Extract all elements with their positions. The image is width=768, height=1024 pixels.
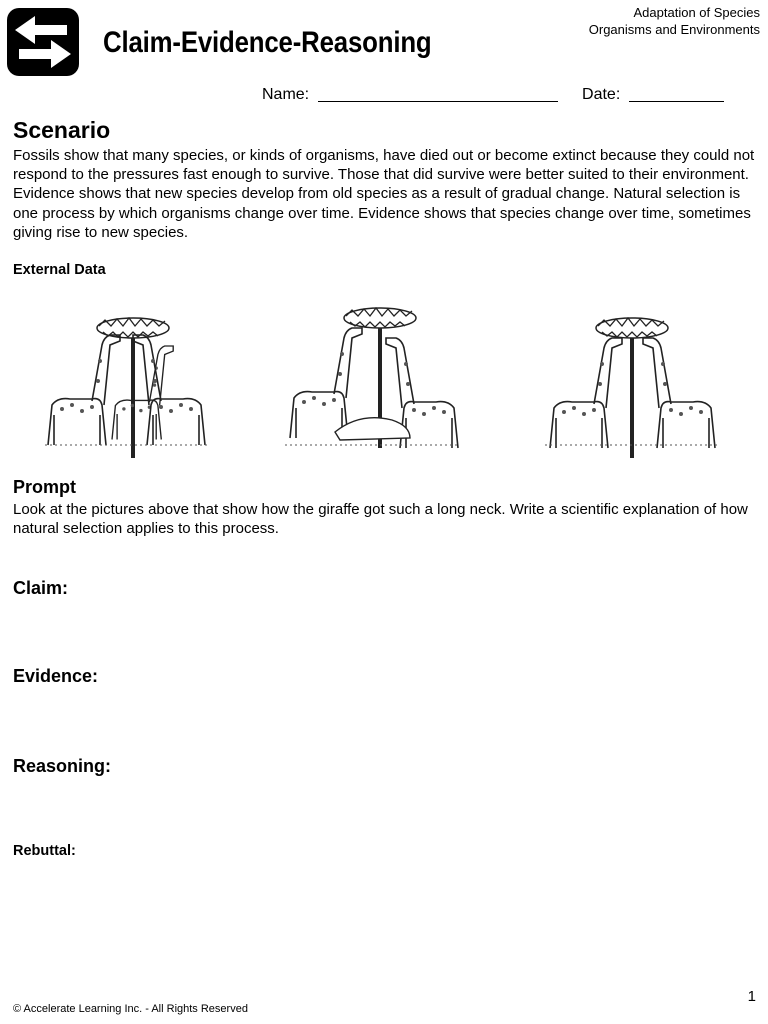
topic-label	[589, 4, 760, 38]
reasoning-label: Reasoning:	[13, 756, 112, 776]
topic-line-2: Organisms and Environments	[588, 22, 760, 37]
prompt-heading: Prompt	[13, 477, 76, 497]
rebuttal-label: Rebuttal:	[13, 843, 76, 859]
swap-arrows-icon	[7, 8, 79, 76]
scenario-heading: Scenario	[13, 117, 111, 143]
page-title: Claim-Evidence-Reasoning	[103, 26, 432, 59]
name-field[interactable]	[318, 87, 558, 102]
copyright-text: © Accelerate Learning Inc. - All Rights Reserved	[13, 1003, 248, 1015]
scenario-text: Fossils show that many species, or kinds of organisms, have died out or become extinct because they could not respond to the pressures fast enough to survive. Those that did survive were better suited to their environment. Evidence shows that new species develop from old species as a result of gradual change. Natural selection is one process by which organisms change over time. Evidence shows that species change over time, sometimes giving rise to new species.	[13, 147, 755, 241]
giraffe-illustration	[0, 290, 768, 460]
evidence-label: Evidence:	[13, 666, 99, 686]
claim-label: Claim:	[13, 578, 69, 598]
page-number: 1	[747, 988, 756, 1005]
external-data-heading: External Data	[13, 262, 106, 278]
prompt-text: Look at the pictures above that show how the giraffe got such a long neck. Write a scientific explanation of how natural selection applies to this process.	[13, 501, 748, 538]
date-label: Date:	[582, 86, 621, 103]
topic-line-1: Adaptation of Species	[633, 5, 760, 20]
name-date-row	[262, 86, 724, 104]
date-field[interactable]	[629, 87, 724, 102]
name-label: Name:	[262, 86, 310, 103]
